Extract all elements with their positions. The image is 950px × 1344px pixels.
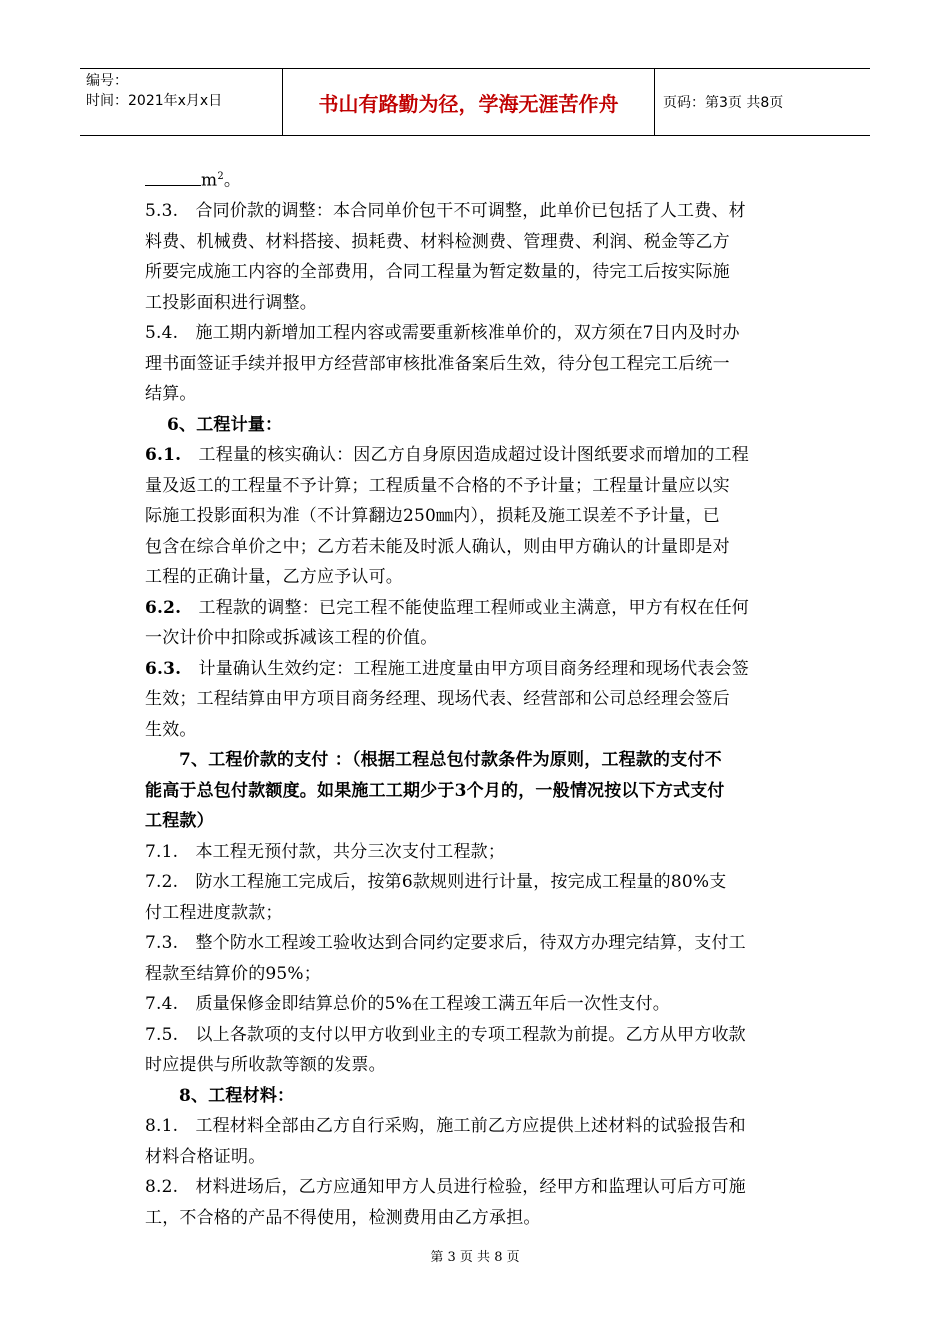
clause-8-1: 8.1. 工程材料全部由乙方自行采购，施工前乙方应提供上述材料的试验报告和 xyxy=(145,1116,746,1137)
area-unit-line: $m^2$。 xyxy=(145,162,807,196)
clause-6-1-cont: 包含在综合单价之中；乙方若未能及时派人确认，则由甲方确认的计量即是对 xyxy=(145,536,730,557)
clause-7-2: 7.2. 防水工程施工完成后，按第6款规则进行计量，按完成工程量的80%支 xyxy=(145,872,727,893)
document-date-label: 时间：2021年x月x日 xyxy=(86,93,223,109)
clause-5-4-cont: 结算。 xyxy=(145,384,197,405)
fill-in-blank xyxy=(145,171,201,186)
section-heading-7-cont: 能高于总包付款额度。如果施工工期少于3个月的，一般情况按以下方式支付 xyxy=(145,780,725,801)
clause-7-1: 7.1. 本工程无预付款，共分三次支付工程款； xyxy=(145,841,506,862)
clause-7-5-cont: 时应提供与所收款等额的发票。 xyxy=(145,1055,386,1076)
section-heading-7-cont: 工程款） xyxy=(145,811,214,832)
clause-7-3: 7.3. 整个防水工程竣工验收达到合同约定要求后，待双方办理完结算，支付工 xyxy=(145,933,746,954)
clause-8-2: 8.2. 材料进场后，乙方应通知甲方人员进行检验，经甲方和监理认可后方可施 xyxy=(145,1177,746,1198)
clause-6-2: 6.2. 工程款的调整：已完工程不能使监理工程师或业主满意，甲方有权在任何 xyxy=(145,597,749,618)
header-page-info: 页码：第3页 共8页 xyxy=(663,95,784,111)
clause-5-4: 5.4. 施工期内新增加工程内容或需要重新核准单价的，双方须在7日内及时办 xyxy=(145,323,740,344)
clause-5-3-cont: 所要完成施工内容的全部费用，合同工程量为暂定数量的，待完工后按实际施 xyxy=(145,262,730,283)
section-heading-6: 6、工程计量： xyxy=(167,414,283,435)
clause-5-3-cont: 工投影面积进行调整。 xyxy=(145,292,317,313)
clause-6-3-cont: 生效；工程结算由甲方项目商务经理、现场代表、经营部和公司总经理会签后 xyxy=(145,689,730,710)
clause-7-4: 7.4. 质量保修金即结算总价的5%在工程竣工满五年后一次性支付。 xyxy=(145,994,671,1015)
clause-5-3: 5.3. 合同价款的调整：本合同单价包干不可调整，此单价已包括了人工费、材 xyxy=(145,201,746,222)
clause-7-3-cont: 程款至结算价的95%； xyxy=(145,963,321,984)
clause-6-1-cont: 工程的正确计量，乙方应予认可。 xyxy=(145,567,403,588)
header-motto: 书山有路勤为径，学海无涯苦作舟 xyxy=(283,69,655,135)
clause-6-2-cont: 一次计价中扣除或拆减该工程的价值。 xyxy=(145,628,438,649)
clause-8-2-cont: 工，不合格的产品不得使用，检测费用由乙方承担。 xyxy=(145,1207,541,1228)
clause-5-4-cont: 理书面签证手续并报甲方经营部审核批准备案后生效，待分包工程完工后统一 xyxy=(145,353,730,374)
clause-7-5: 7.5. 以上各款项的支付以甲方收到业主的专项工程款为前提。乙方从甲方收款 xyxy=(145,1024,746,1045)
clause-5-3-cont: 料费、机械费、材料搭接、损耗费、材料检测费、管理费、利润、税金等乙方 xyxy=(145,231,730,252)
section-heading-7: 7、工程价款的支付 ：（根据工程总包付款条件为原则，工程款的支付不 xyxy=(179,750,722,771)
clause-8-1-cont: 材料合格证明。 xyxy=(145,1146,266,1167)
document-number-label: 编号： xyxy=(86,73,128,89)
clause-6-1-cont: 量及返工的工程量不予计算；工程质量不合格的不予计量；工程量计量应以实 xyxy=(145,475,730,496)
clause-7-2-cont: 付工程进度款款； xyxy=(145,902,283,923)
header-meta xyxy=(80,69,283,135)
section-heading-8: 8、工程材料： xyxy=(179,1085,295,1106)
page-header xyxy=(80,68,870,136)
clause-6-1-cont: 际施工投影面积为准（不计算翻边250㎜内），损耗及施工误差不予计量，已 xyxy=(145,506,720,527)
clause-6-3: 6.3. 计量确认生效约定：工程施工进度量由甲方项目商务经理和现场代表会签 xyxy=(145,658,749,679)
page-footer: 第 3 页 共 8 页 xyxy=(430,1250,520,1265)
clause-6-3-cont: 生效。 xyxy=(145,719,197,740)
clause-6-1: 6.1. 工程量的核实确认：因乙方自身原因造成超过设计图纸要求而增加的工程 xyxy=(145,445,749,466)
document-body xyxy=(145,162,807,1233)
